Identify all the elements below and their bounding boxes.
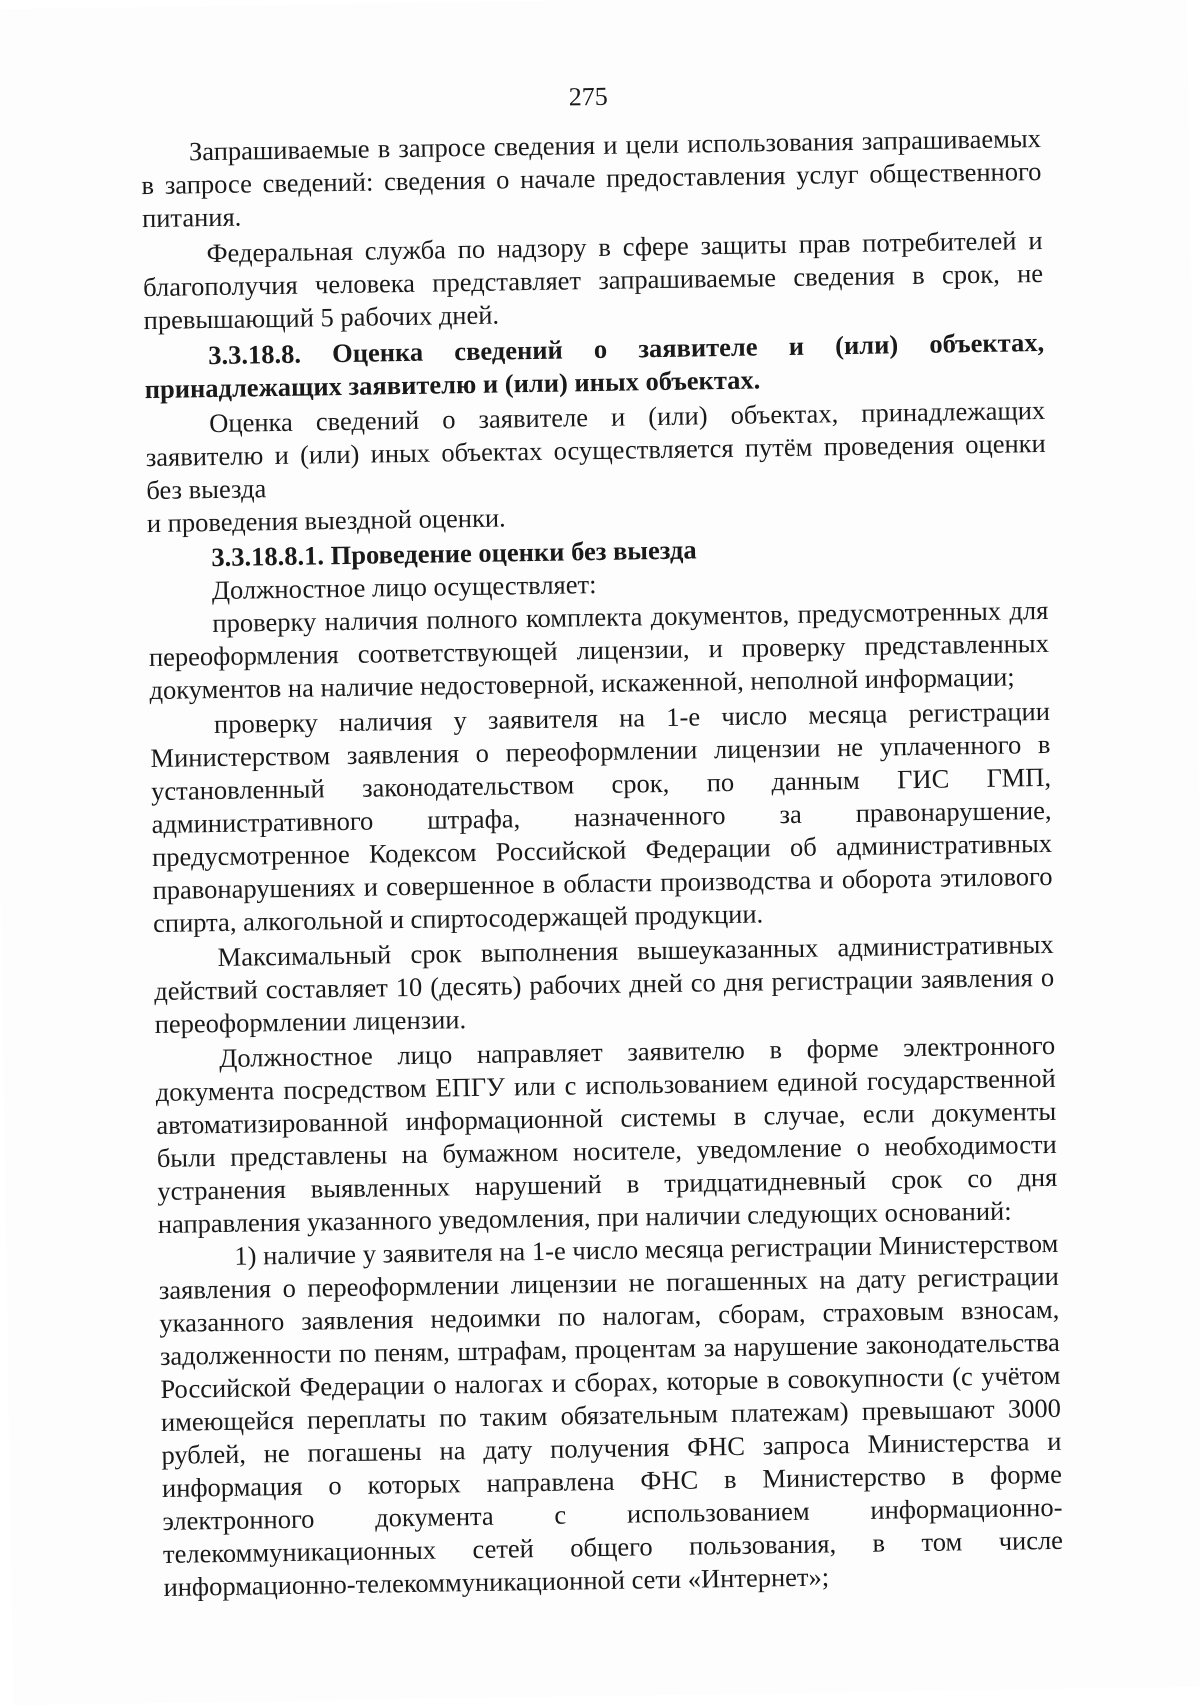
paragraph-max-term: Максимальный срок выполнения вышеуказанных административных действий составляет 10 (десять) рабочих дней со дня регистрации заявления о переоформлении лицензии. [153, 928, 1055, 1040]
list-item-1-tax-debt: 1) наличие у заявителя на 1-е число месяца регистрации Министерством заявления о переоформлении лицензии не погашенных на дату регистрации указанного заявления недоимки по налогам, сборам, страховым взносам, задолженности по пеням, штрафам, процентам за нарушение законодательства Российской Федерации о налогах и сборах, которые в совокупности (с учётом имеющейся переплаты по таким обязательным платежам) превышают 3000 рублей, не погашены на дату получения ФНС запроса Министерства и информация о которых направлена ФНС в Министерство в форме электронного документа с использованием информационно-телекоммуникационных сетей общего пользования, в том числе информационно-телекоммуникационной сети «Интернет»; [158, 1227, 1064, 1602]
page-number: 275 [568, 81, 608, 112]
paragraph-rospotrebnadzor: Федеральная служба по надзору в сфере защиты прав потребителей и благополучия человека представляет запрашиваемые сведения в срок, не превышающий 5 рабочих дней. [142, 224, 1044, 336]
section-heading-3-3-18-8: 3.3.18.8. Оценка сведений о заявителе и (или) объектах, принадлежащих заявителю и (или) иных объектах. [144, 326, 1045, 405]
paragraph-assessment-methods-continued: и проведения выездной оценки. [146, 502, 506, 539]
section-heading-3-3-18-8-1: 3.3.18.8.1. Проведение оценки без выезда [211, 534, 697, 573]
paragraph-requested-info: Запрашиваемые в запросе сведения и цели использования запрашиваемых в запросе сведений: сведения о начале предоставления услуг общественного питания. [141, 122, 1042, 234]
paragraph-official-performs: Должностное лицо осуществляет: [211, 569, 597, 606]
document-body [141, 122, 1064, 1604]
paragraph-assessment-methods: Оценка сведений о заявителе и (или) объектах, принадлежащих заявителю и (или) иных объектах осуществляется путём проведения оценки без выезда [145, 394, 1046, 506]
paragraph-fine-check: проверку наличия у заявителя на 1-е число месяца регистрации Министерством заявления о переоформлении лицензии не уплаченного в установленный законодательством срок, по данным ГИС ГМП, административного штрафа, назначенного за правонарушение, предусмотренное Кодексом Российской Федерации об административных правонарушениях и совершенное в области производства и оборота этилового спирта, алкогольной и спиртосодержащей продукции. [150, 695, 1053, 939]
paragraph-document-check: проверку наличия полного комплекта документов, предусмотренных для переоформления соответствующей лицензии, и проверку представленных документов на наличие недостоверной, искаженной, неполной информации; [148, 594, 1050, 706]
paragraph-notification: Должностное лицо направляет заявителю в форме электронного документа посредством ЕПГУ или с использованием единой государственной автоматизированной информационной системы в случае, если документы были представлены на бумажном носителе, уведомление о необходимости устранения выявленных нарушений в тридцатидневный срок со дня направления указанного уведомления, при наличии следующих оснований: [155, 1029, 1058, 1239]
